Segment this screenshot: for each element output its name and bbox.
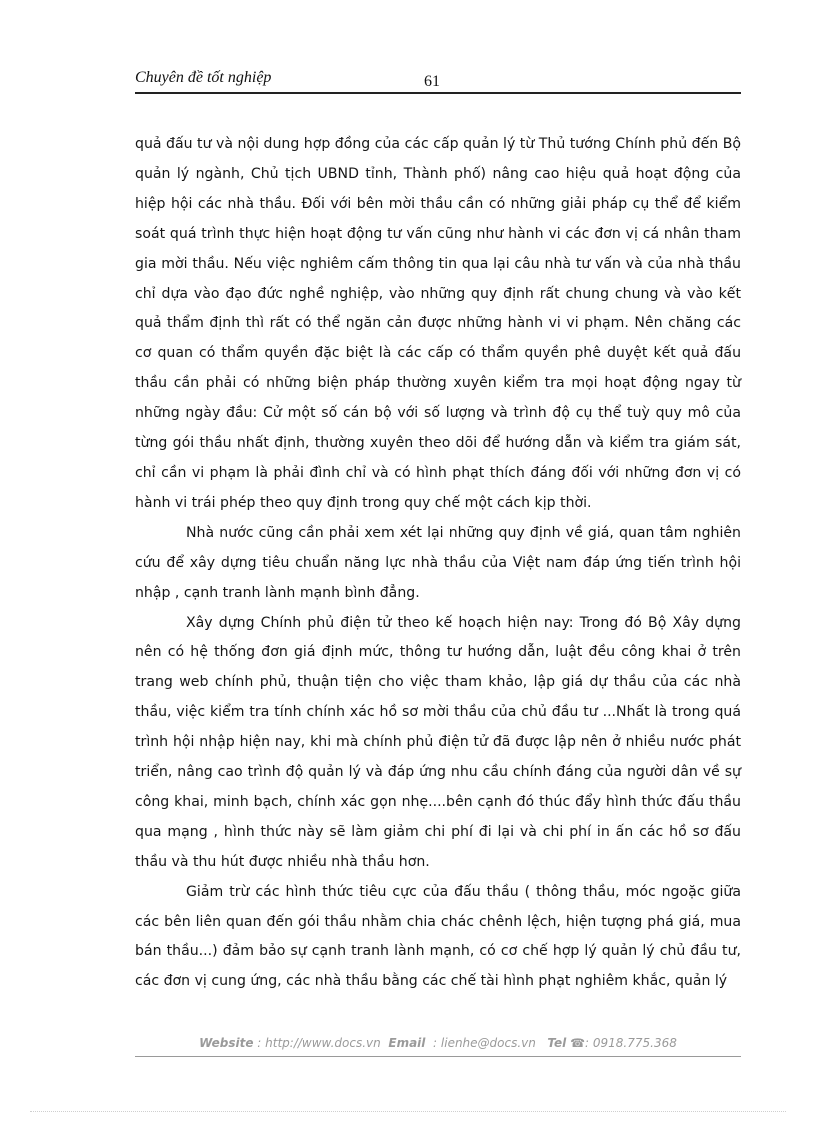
phone-icon: ☎ [570,1036,586,1050]
paragraph: Nhà nước cũng cần phải xem xét lại những quy định về giá, quan tâm nghiên cứu để xây dựng tiêu chuẩn năng lực nhà thầu của Việt nam đáp ứng tiến trình hội nhập , cạnh tranh lành mạnh bình đẳng. [135,524,741,601]
page-footer [135,1036,741,1057]
page-header [135,66,741,94]
tel-label: Tel [547,1036,567,1050]
website-label: Website [199,1036,254,1050]
document-body [135,130,741,997]
email-label: Email [388,1036,426,1050]
paragraph: Giảm trừ các hình thức tiêu cực của đấu thầu ( thông thầu, móc ngoặc giữa các bên liên quan đến gói thầu nhằm chia chác chênh lệch, hiện tượng phá giá, mua bán thầu...) đảm bảo sự cạnh tranh lành mạnh, có cơ chế hợp lý quản lý chủ đầu tư, các đơn vị cung ứng, các nhà thầu bằng các chế tài hình phạt nghiêm khắc, quản lý [135,883,741,990]
document-title: Chuyên đề tốt nghiệp [135,69,272,86]
email-link[interactable]: : lienhe@docs.vn [433,1036,536,1050]
page-number: 61 [424,73,440,90]
website-link[interactable]: : http://www.docs.vn [257,1036,381,1050]
page-bottom-divider [30,1111,786,1112]
paragraph: quả đấu tư và nội dung hợp đồng của các cấp quản lý từ Thủ tướng Chính phủ đến Bộ quản lý ngành, Chủ tịch UBND tỉnh, Thành phố) nâng cao hiệu quả hoạt động của hiệp hội các nhà thầu. Đối với bên mời thầu cần có những giải pháp cụ thể để kiểm soát quá trình thực hiện hoạt động tư vấn cũng như hành vi các đơn vị cá nhân tham gia mời thầu. Nếu việc nghiêm cấm thông tin qua lại câu nhà tư vấn và của nhà thầu chỉ dựa vào đạo đức nghề nghiệp, vào những quy định rất chung chung và vào kết quả thẩm định thì rất có thể ngăn cản được những hành vi vi phạm. Nên chăng các cơ quan có thẩm quyền đặc biệt là các cấp có thẩm quyền phê duyệt kết quả đấu thầu cần phải có những biện pháp thường xuyên kiểm tra mọi hoạt động ngay từ những ngày đầu: Cử một số cán bộ với số lượng và trình độ cụ thể tuỳ quy mô của từng gói thầu nhất định, thường xuyên theo dõi để hướng dẫn và kiểm tra giám sát, chỉ cần vi phạm là phải đình chỉ và có hình phạt thích đáng đối với những đơn vị có hành vi trái phép theo quy định trong quy chế một cách kịp thời. [135,136,741,511]
paragraph: Xây dựng Chính phủ điện tử theo kế hoạch hiện nay: Trong đó Bộ Xây dựng nên có hệ thống đơn giá định mức, thông tư hướng dẫn, luật đều công khai ở trên trang web chính phủ, thuận tiện cho việc tham khảo, lập giá dự thầu của các nhà thầu, việc kiểm tra tính chính xác hồ sơ mời thầu của chủ đầu tư ...Nhất là trong quá trình hội nhập hiện nay, khi mà chính phủ điện tử đã được lập nên ở nhiều nước phát triển, nâng cao trình độ quản lý và đáp ứng nhu cầu chính đáng của người dân về sự công khai, minh bạch, chính xác gọn nhẹ....bên cạnh đó thúc đẩy hình thức đấu thầu qua mạng , hình thức này sẽ làm giảm chi phí đi lại và chi phí in ấn các hồ sơ đấu thầu và thu hút được nhiều nhà thầu hơn. [135,614,741,870]
tel-number: : 0918.775.368 [585,1036,677,1050]
